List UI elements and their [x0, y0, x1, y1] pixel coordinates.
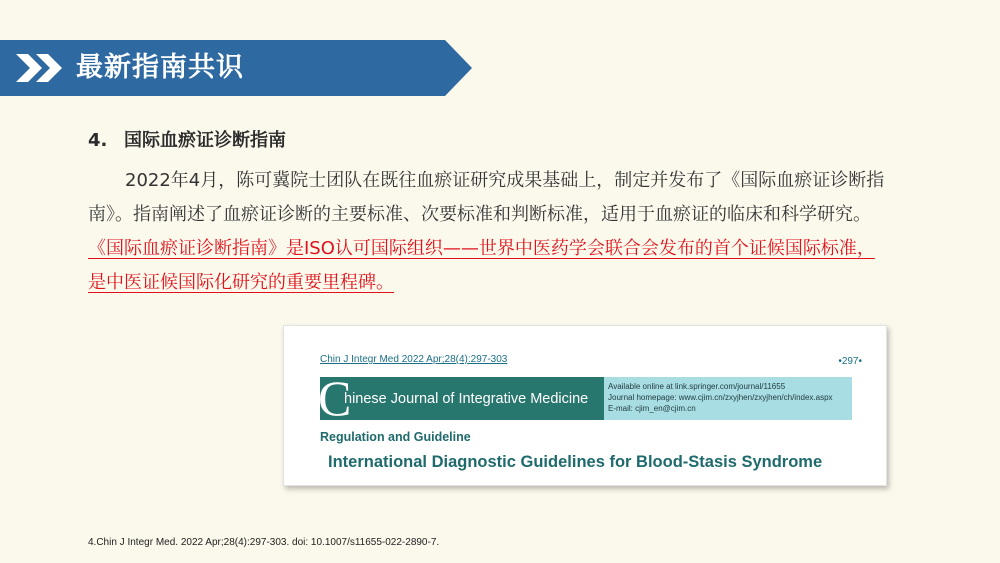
journal-info-email: E-mail: cjim_en@cjim.cn	[608, 404, 696, 413]
journal-name-bar	[318, 370, 604, 426]
journal-article-image	[283, 325, 887, 486]
section-number: 4.	[88, 130, 108, 151]
page-title: 最新指南共识	[76, 52, 244, 83]
journal-masthead	[318, 370, 852, 426]
body-paragraph	[88, 164, 888, 300]
article-section-label: Regulation and Guideline	[320, 430, 471, 444]
double-chevron-right-icon	[12, 40, 72, 96]
journal-logo-letter: C	[318, 370, 352, 426]
journal-page-number: •297•	[838, 356, 862, 367]
journal-citation-line: Chin J Integr Med 2022 Apr;28(4):297-303	[320, 354, 508, 365]
journal-info-homepage: Journal homepage: www.cjim.cn/zxyjhen/zxyjhen/ch/index.aspx	[608, 393, 833, 402]
journal-info-lines	[608, 381, 833, 414]
journal-info-availability: Available online at link.springer.com/journal/11655	[608, 382, 786, 391]
journal-info-box	[604, 377, 852, 420]
section-heading	[88, 126, 286, 152]
highlighted-statement: 《国际血瘀证诊断指南》是ISO认可国际组织——世界中医药学会联合会发布的首个证候国际标准，是中医证候国际化研究的重要里程碑。	[88, 238, 875, 293]
footnote-reference: 4.Chin J Integr Med. 2022 Apr;28(4):297-303. doi: 10.1007/s11655-022-2890-7.	[88, 537, 440, 548]
journal-name: hinese Journal of Integrative Medicine	[344, 391, 589, 407]
article-title: International Diagnostic Guidelines for Blood-Stasis Syndrome	[328, 453, 823, 471]
body-intro-text: 2022年4月，陈可冀院士团队在既往血瘀证研究成果基础上，制定并发布了《国际血瘀证诊断指南》。指南阐述了血瘀证诊断的主要标准、次要标准和判断标准，适用于血瘀证的临床和科学研究。	[88, 170, 885, 225]
section-heading-text: 国际血瘀证诊断指南	[124, 130, 286, 151]
